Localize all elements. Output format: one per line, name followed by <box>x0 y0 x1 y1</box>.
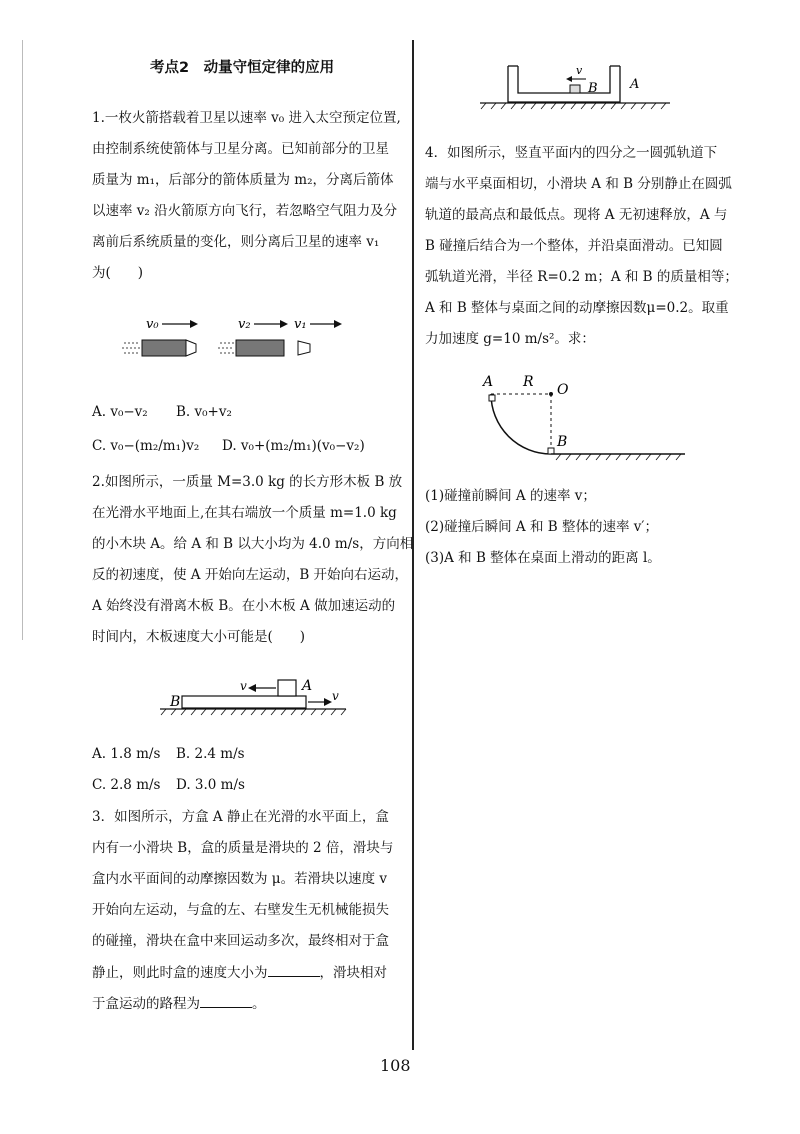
rocket-figure <box>120 310 360 370</box>
q1-option-b: B. v₀+v₂ <box>176 404 232 420</box>
q1-option-c: C. v₀−(m₂/m₁)v₂ <box>92 438 200 454</box>
slider-B <box>548 448 554 454</box>
q4-sub-3: (3)A 和 B 整体在桌面上滑动的距离 l。 <box>425 550 661 566</box>
label-B: B <box>588 81 598 96</box>
label-B: B <box>170 694 181 710</box>
q4-line: A 和 B 整体与桌面之间的动摩擦因数μ=0.2。取重 <box>425 300 729 316</box>
arc-track-figure <box>475 370 695 470</box>
page-number: 108 <box>380 1056 411 1075</box>
q2-option-a: A. 1.8 m/s <box>92 746 161 762</box>
label-O: O <box>557 382 569 398</box>
q4-line: B 碰撞后结合为一个整体，并沿桌面滑动。已知圆 <box>425 238 723 254</box>
q2-line: 在光滑水平地面上,在其右端放一个质量 m=1.0 kg <box>92 505 397 521</box>
label-A: A <box>302 678 313 694</box>
q2-line: 的小木块 A。给 A 和 B 以大小均为 4.0 m/s，方向相 <box>92 536 414 552</box>
q2-line: 反的初速度，使 A 开始向左运动，B 开始向右运动， <box>92 567 409 583</box>
q1-line: 质量为 m₁，后部分的箭体质量为 m₂，分离后箭体 <box>92 172 394 188</box>
q1-line: 离前后系统质量的变化，则分离后卫星的速率 v₁ <box>92 234 380 250</box>
rocket-casing <box>236 340 284 356</box>
plank-figure <box>160 670 350 720</box>
box-figure <box>480 60 680 116</box>
rocket-nose <box>186 340 196 356</box>
q1-option-a: A. v₀−v₂ <box>92 404 148 420</box>
arc-track <box>491 394 551 454</box>
label-v0: v₀ <box>146 317 159 332</box>
label-v: v <box>576 64 583 77</box>
q2-line: 时间内，木板速度大小可能是( ) <box>92 629 306 645</box>
q3-line: 盒内水平面间的动摩擦因数为 μ。若滑块以速度 v <box>92 871 387 887</box>
q3-line: 内有一小滑块 B，盒的质量是滑块的 2 倍，滑块与 <box>92 840 394 856</box>
q4-sub-1: (1)碰撞前瞬间 A 的速率 v； <box>425 488 596 504</box>
q1-line: 由控制系统使箭体与卫星分离。已知前部分的卫星 <box>92 141 389 157</box>
q2-line: 2.如图所示，一质量 M=3.0 kg 的长方形木板 B 放 <box>92 474 403 490</box>
box-A <box>508 66 620 102</box>
plank-B <box>182 696 306 708</box>
label-v-right: v <box>332 689 339 703</box>
label-R: R <box>523 374 534 390</box>
q4-line: 端与水平桌面相切，小滑块 A 和 B 分别静止在圆弧 <box>425 176 732 192</box>
q3-line: 静止，则此时盒的速度大小为 ，滑块相对 <box>92 962 387 983</box>
q1-line: 1.一枚火箭搭载着卫星以速率 v₀ 进入太空预定位置, <box>92 110 401 126</box>
q1-line: 以速率 v₂ 沿火箭原方向飞行，若忽略空气阻力及分 <box>92 203 398 219</box>
q4-line: 4．如图所示，竖直平面内的四分之一圆弧轨道下 <box>425 145 718 161</box>
label-A: A <box>483 374 494 390</box>
label-A: A <box>630 77 640 92</box>
q2-option-b: B. 2.4 m/s <box>176 746 245 762</box>
rocket-body <box>142 340 186 356</box>
slider-A <box>489 395 495 401</box>
q4-line: 力加速度 g=10 m/s²。求： <box>425 331 595 347</box>
section-title: 考点2 动量守恒定律的应用 <box>150 60 335 76</box>
q3-line: 的碰撞，滑块在盒中来回运动多次，最终相对于盒 <box>92 933 389 949</box>
q3-line: 开始向左运动，与盒的左、右壁发生无机械能损失 <box>92 902 389 918</box>
q2-option-d: D. 3.0 m/s <box>176 777 245 793</box>
q3-line: 于盒运动的路程为 。 <box>92 993 266 1014</box>
slider-B <box>570 85 580 93</box>
q4-line: 弧轨道光滑，半径 R=0.2 m；A 和 B 的质量相等； <box>425 269 738 285</box>
q1-line: 为( ) <box>92 265 144 281</box>
block-A <box>278 680 296 696</box>
q4-line: 轨道的最高点和最低点。现将 A 无初速释放，A 与 <box>425 207 728 223</box>
answer-blank[interactable] <box>268 962 320 977</box>
satellite <box>298 341 310 355</box>
q1-option-d: D. v₀+(m₂/m₁)(v₀−v₂) <box>222 438 365 454</box>
q4-sub-2: (2)碰撞后瞬间 A 和 B 整体的速率 v′； <box>425 519 658 535</box>
label-v2: v₂ <box>238 317 251 332</box>
label-v-left: v <box>240 679 247 693</box>
label-v1: v₁ <box>294 317 307 332</box>
answer-blank[interactable] <box>200 993 252 1008</box>
q2-option-c: C. 2.8 m/s <box>92 777 161 793</box>
label-B: B <box>557 434 568 450</box>
q3-line: 3．如图所示，方盒 A 静止在光滑的水平面上，盒 <box>92 809 389 825</box>
q2-line: A 始终没有滑离木板 B。在小木板 A 做加速运动的 <box>92 598 396 614</box>
margin-line <box>22 40 23 640</box>
